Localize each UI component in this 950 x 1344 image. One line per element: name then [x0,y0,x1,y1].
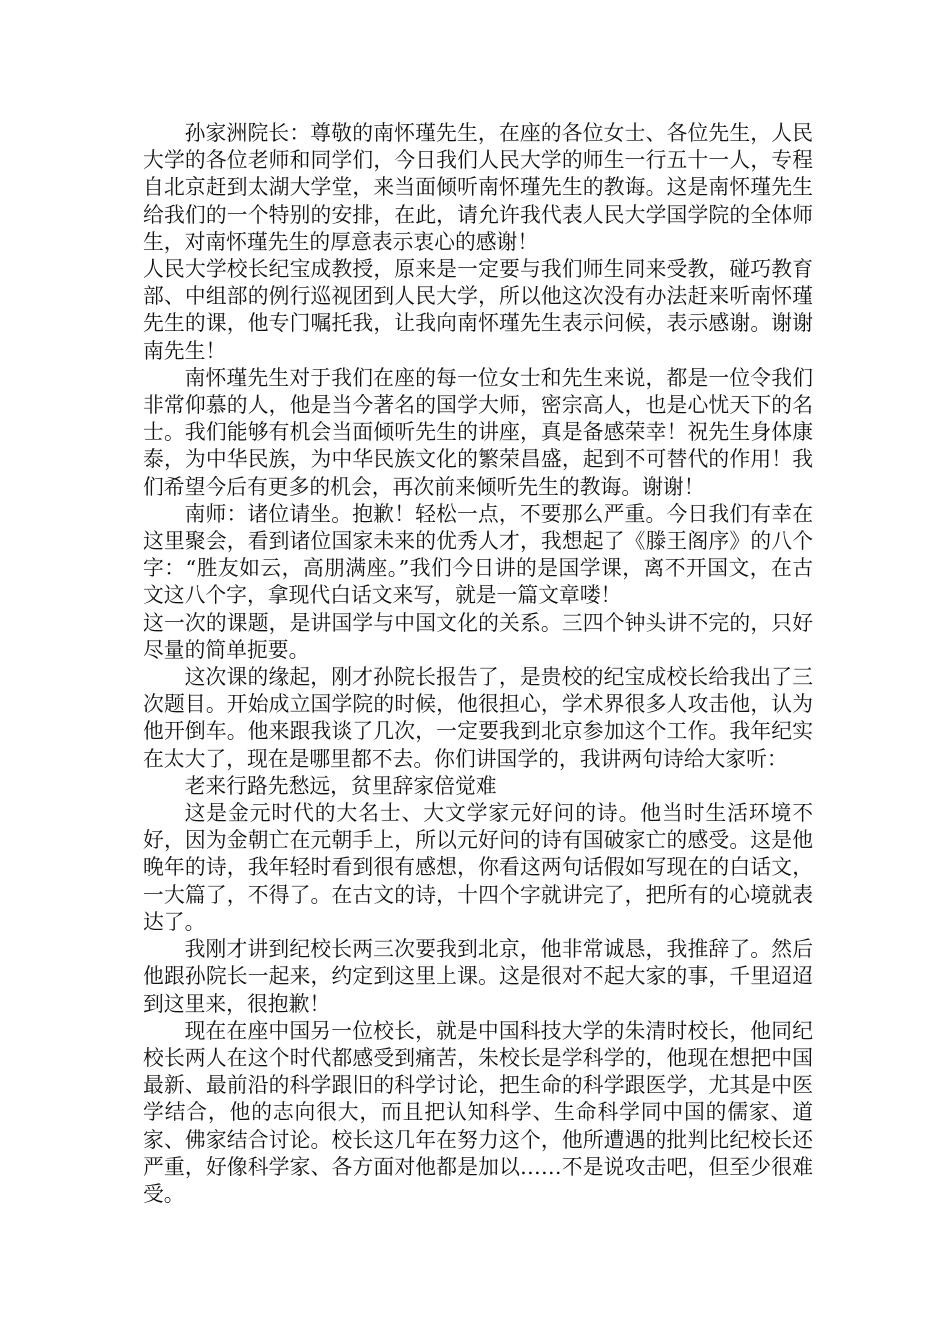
paragraph-apology: 我刚才讲到纪校长两三次要我到北京，他非常诚恳，我推辞了。然后他跟孙院长一起来，约定到这里上课。这是很对不起大家的事，千里迢迢到这里来，很抱歉！ [143,937,813,1016]
document-page [143,120,813,1208]
paragraph-origin: 这次课的缘起，刚才孙院长报告了，是贵校的纪宝成校长给我出了三次题目。开始成立国学院的时候，他很担心，学术界很多人攻击他，认为他开倒车。他来跟我谈了几次，一定要我到北京参加这个工作。我年纪实在太大了，现在是哪里都不去。你们讲国学的，我讲两句诗给大家听： [143,665,813,771]
paragraph-president-absence: 人民大学校长纪宝成教授，原来是一定要与我们师生同来受教，碰巧教育部、中组部的例行巡视团到人民大学，所以他这次没有办法赶来听南怀瑾先生的课，他专门嘱托我，让我向南怀瑾先生表示问候，表示感谢。谢谢南先生！ [143,257,813,363]
paragraph-opening-speech: 孙家洲院长：尊敬的南怀瑾先生，在座的各位女士、各位先生，人民大学的各位老师和同学们，今日我们人民大学的师生一行五十一人，专程自北京赶到太湖大学堂，来当面倾听南怀瑾先生的教诲。这是南怀瑾先生给我们的一个特别的安排，在此，请允许我代表人民大学国学院的全体师生，对南怀瑾先生的厚意表示衷心的感谢！ [143,121,813,254]
paragraph-admiration: 南怀瑾先生对于我们在座的每一位女士和先生来说，都是一位令我们非常仰慕的人，他是当今著名的国学大师，密宗高人，也是心忧天下的名士。我们能够有机会当面倾听先生的讲座，真是备感荣幸！祝先生身体康泰，为中华民族，为中华民族文化的繁荣昌盛，起到不可替代的作用！我们希望今后有更多的机会，再次前来倾听先生的教诲。谢谢！ [143,365,813,499]
paragraph-zhu-qingshi: 现在在座中国另一位校长，就是中国科技大学的朱清时校长，他同纪校长两人在这个时代都感受到痛苦，朱校长是学科学的，他现在想把中国最新、最前沿的科学跟旧的科学讨论，把生命的科学跟医学，尤其是中医学结合，他的志向很大，而且把认知科学、生命科学同中国的儒家、道家、佛家结合讨论。校长这几年在努力这个，他所遭遇的批判比纪校长还严重，好像科学家、各方面对他都是加以……不是说攻击吧，但至少很难受。 [143,1018,813,1206]
paragraph-poem-explanation: 这是金元时代的大名士、大文学家元好问的诗。他当时生活环境不好，因为金朝亡在元朝手上，所以元好问的诗有国破家亡的感受。这是他晚年的诗，我年轻时看到很有感想，你看这两句话假如写现在的白话文，一大篇了，不得了。在古文的诗，十四个字就讲完了，把所有的心境就表达了。 [143,801,813,934]
paragraph-nanshi-greeting: 南师：诸位请坐。抱歉！轻松一点，不要那么严重。今日我们有幸在这里聚会，看到诸位国家未来的优秀人才，我想起了《滕王阁序》的八个字：“胜友如云，高朋满座。”我们今日讲的是国学课，离不开国文，在古文这八个字，拿现代白话文来写，就是一篇文章喽！ [143,501,813,608]
paragraph-topic: 这一次的课题，是讲国学与中国文化的关系。三四个钟头讲不完的，只好尽量的简单扼要。 [143,610,813,662]
paragraph-poem-line: 老来行路先愁远，贫里辞家倍觉难 [184,773,497,798]
